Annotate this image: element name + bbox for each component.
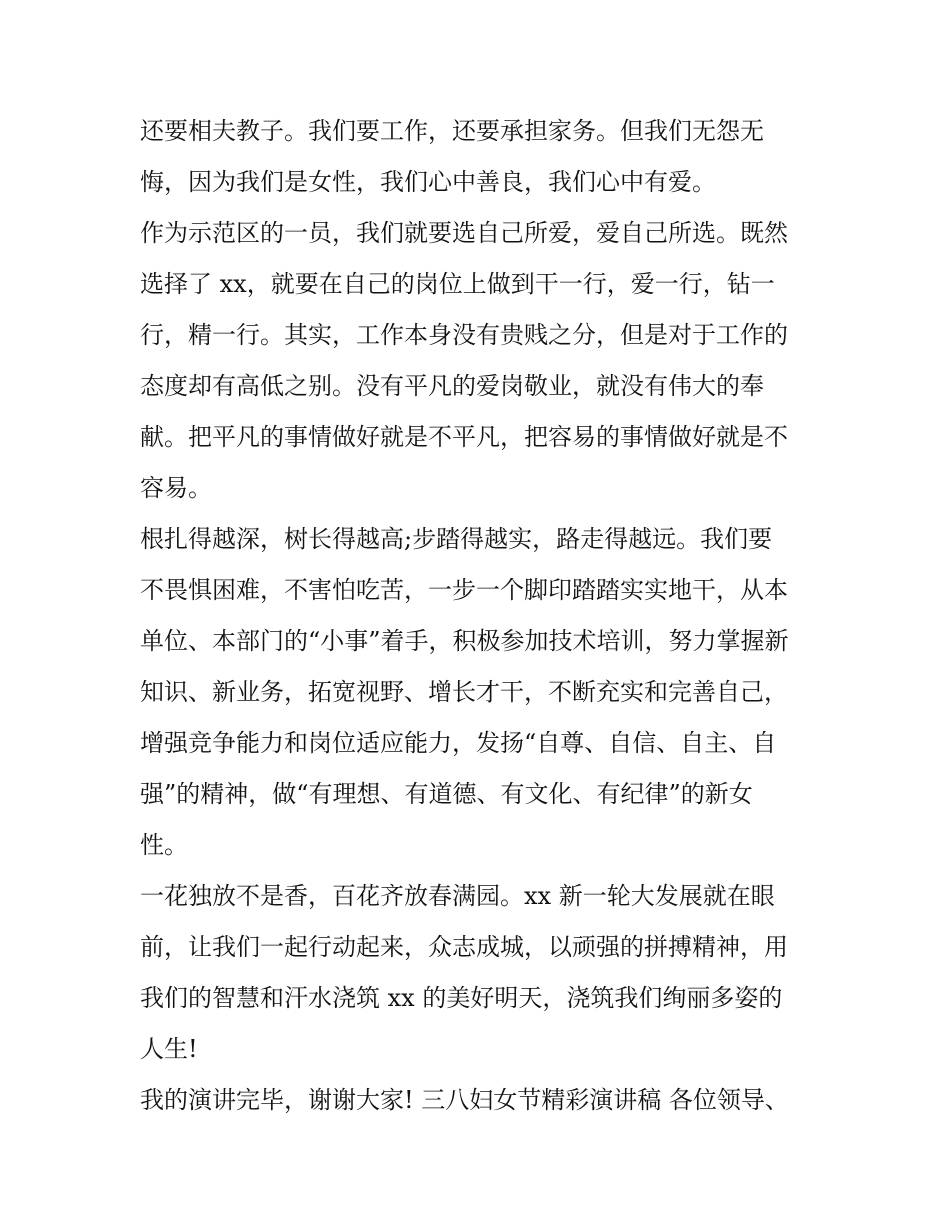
text-line: 性。 [140, 831, 188, 859]
text-line: 知识、新业务，拓宽视野、增长才干，不断充实和完善自己， [140, 678, 788, 706]
text-line: 我的演讲完毕，谢谢大家! 三八妇女节精彩演讲稿 各位领导、 [140, 1086, 789, 1114]
text-line: 我们的智慧和汗水浇筑 xx 的美好明天，浇筑我们绚丽多姿的 [140, 984, 783, 1012]
text-line: 作为示范区的一员，我们就要选自己所爱，爱自己所选。既然 [140, 219, 788, 247]
text-line: 前，让我们一起行动起来，众志成城，以顽强的拼搏精神，用 [140, 933, 788, 961]
text-line: 行，精一行。其实，工作本身没有贵贱之分，但是对于工作的 [140, 321, 788, 349]
text-line: 一花独放不是香，百花齐放春满园。xx 新一轮大发展就在眼 [140, 882, 775, 910]
text-line: 选择了 xx，就要在自己的岗位上做到干一行，爱一行，钻一 [140, 270, 775, 298]
text-line: 态度却有高低之别。没有平凡的爱岗敬业，就没有伟大的奉 [140, 372, 764, 400]
text-line: 增强竞争能力和岗位适应能力，发扬“自尊、自信、自主、自 [140, 729, 777, 757]
text-line: 强”的精神，做“有理想、有道德、有文化、有纪律”的新女 [140, 780, 753, 808]
text-line: 容易。 [140, 474, 212, 502]
text-line: 根扎得越深，树长得越高;步踏得越实，路走得越远。我们要 [140, 525, 773, 553]
text-line: 不畏惧困难，不害怕吃苦，一步一个脚印踏踏实实地干，从本 [140, 576, 788, 604]
text-line: 单位、本部门的“小事”着手，积极参加技术培训，努力掌握新 [140, 627, 789, 655]
text-line: 献。把平凡的事情做好就是不平凡，把容易的事情做好就是不 [140, 423, 788, 451]
text-line: 还要相夫教子。我们要工作，还要承担家务。但我们无怨无 [140, 117, 764, 145]
text-line: 悔，因为我们是女性，我们心中善良，我们心中有爱。 [140, 168, 716, 196]
text-line: 人生! [140, 1035, 198, 1063]
speech-text [140, 106, 820, 1126]
